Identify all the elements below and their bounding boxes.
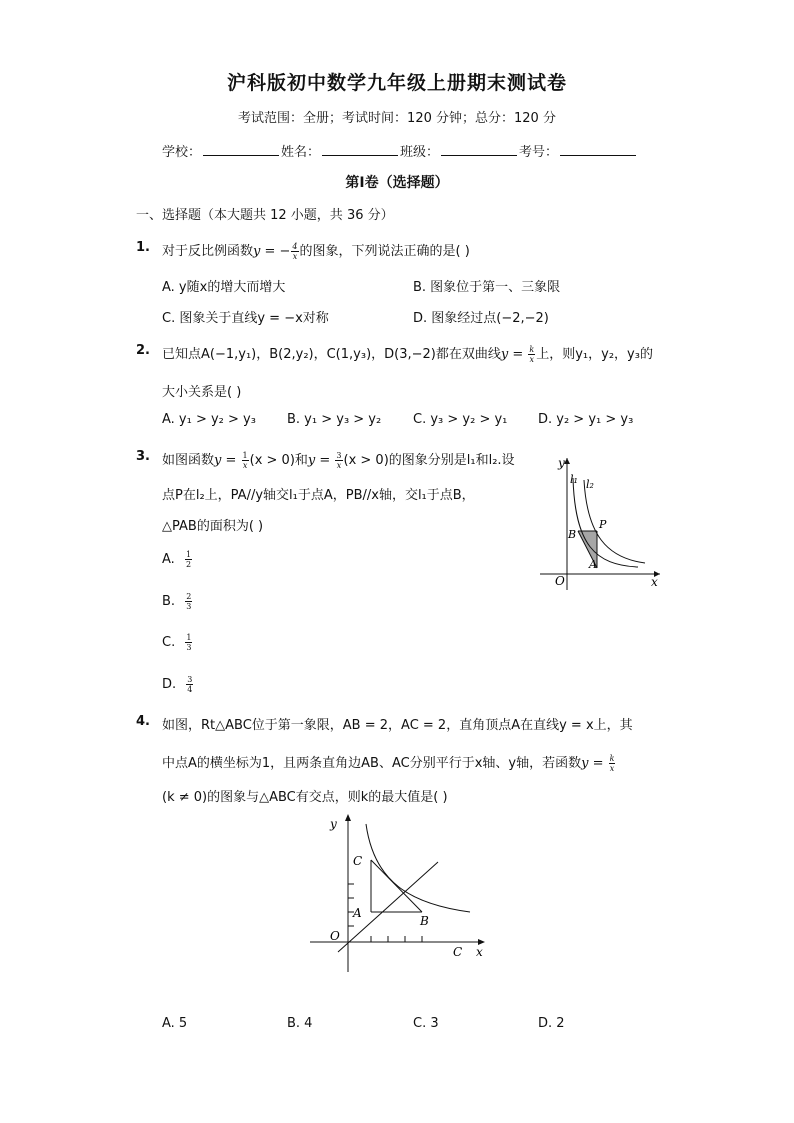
q3-option-d-label: D. bbox=[162, 677, 177, 692]
q2-text-a: 已知点A(−1,y₁)，B(2,y₂)，C(1,y₃)，D(3,−2)都在双曲线 bbox=[162, 347, 501, 362]
school-blank[interactable] bbox=[203, 143, 279, 156]
q4-expr: y = bbox=[581, 756, 608, 771]
part-title: 第I卷（选择题） bbox=[345, 175, 449, 191]
q1-frac-den: x bbox=[292, 252, 298, 261]
q3-option-d-fraction bbox=[186, 675, 193, 694]
q4-option-b[interactable]: B. 4 bbox=[287, 1016, 313, 1031]
q2-stem-line1 bbox=[162, 343, 653, 364]
q3-f2-num: 3 bbox=[336, 451, 342, 460]
page-title: 沪科版初中数学九年级上册期末测试卷 bbox=[226, 72, 567, 94]
q4-stem-line1: 如图，Rt△ABC位于第一象限，AB = 2，AC = 2，直角顶点A在直线y = x上，其 bbox=[162, 718, 633, 733]
q3-option-c[interactable] bbox=[162, 633, 193, 652]
q2-number: 2. bbox=[136, 343, 150, 358]
q3-expr1: y = bbox=[214, 453, 241, 468]
class-blank[interactable] bbox=[441, 143, 517, 156]
q4-label-a: A bbox=[353, 906, 362, 920]
name-blank[interactable] bbox=[322, 143, 398, 156]
q2-option-a[interactable]: A. y₁ > y₂ > y₃ bbox=[162, 412, 256, 427]
q3-label-origin: O bbox=[555, 574, 565, 588]
q2-option-b[interactable]: B. y₁ > y₃ > y₂ bbox=[287, 412, 382, 427]
q1-frac-num: 4 bbox=[292, 242, 298, 251]
q4-figure bbox=[310, 812, 490, 974]
q4-stem-line2 bbox=[162, 752, 616, 773]
q4-number: 4. bbox=[136, 714, 150, 729]
q2-option-c[interactable]: C. y₃ > y₂ > y₁ bbox=[413, 412, 508, 427]
number-blank[interactable] bbox=[560, 143, 636, 156]
name-label: 姓名： bbox=[281, 145, 321, 160]
q3-text-a: 如图函数 bbox=[162, 453, 215, 468]
q3-cond1: (x > 0)和 bbox=[249, 453, 308, 468]
q4-label-origin: O bbox=[330, 929, 340, 943]
q3-expr2: y = bbox=[307, 453, 335, 468]
q3-f1-num: 1 bbox=[242, 451, 248, 460]
q3-label-y: y bbox=[558, 456, 565, 470]
number-label: 考号： bbox=[519, 145, 559, 160]
q3-label-l2: l₂ bbox=[586, 478, 594, 491]
q3-figure bbox=[535, 450, 665, 590]
q3-option-a-label: A. bbox=[162, 552, 175, 567]
q3-option-c-label: C. bbox=[162, 635, 176, 650]
section-title: 一、选择题（本大题共 12 小题，共 36 分） bbox=[136, 208, 394, 223]
q4-frac-den: x bbox=[609, 764, 615, 773]
q1-stem bbox=[162, 240, 470, 261]
q3-stem-line2: 点P在l₂上，PA//y轴交l₁于点A，PB//x轴，交l₁于点B， bbox=[162, 488, 475, 503]
q2-text-b: 上，则y₁，y₂，y₃的 bbox=[536, 347, 653, 362]
q4-y-arrow bbox=[345, 814, 351, 821]
q3-y-arrow bbox=[564, 458, 570, 464]
q4-text-a: 中点A的横坐标为1，且两条直角边AB、AC分别平行于x轴、y轴，若函数 bbox=[162, 756, 582, 771]
q3-label-p: P bbox=[599, 518, 607, 531]
q3-option-d[interactable] bbox=[162, 675, 194, 694]
q4-side-bc bbox=[371, 860, 422, 912]
q2-frac-num: k bbox=[529, 345, 535, 354]
q2-option-d[interactable]: D. y₂ > y₁ > y₃ bbox=[538, 412, 634, 427]
q4-label-y: y bbox=[330, 817, 337, 831]
q3-option-a-fraction bbox=[185, 550, 192, 569]
q3-fraction-2 bbox=[335, 451, 342, 470]
q3-option-b-den: 3 bbox=[186, 602, 192, 611]
q3-option-b-num: 2 bbox=[186, 592, 192, 601]
q3-f1-den: x bbox=[242, 461, 248, 470]
student-info-line bbox=[162, 141, 638, 160]
q1-option-a[interactable]: A. y随x的增大而增大 bbox=[162, 280, 286, 295]
q3-label-b: B bbox=[568, 528, 577, 541]
q2-expr: y = bbox=[500, 347, 528, 362]
q3-fraction-1 bbox=[242, 451, 249, 470]
q3-stem-line3: △PAB的面积为( ) bbox=[162, 519, 264, 534]
q3-option-b-label: B. bbox=[162, 594, 176, 609]
q4-label-x: x bbox=[476, 945, 483, 959]
q4-hyperbola bbox=[366, 824, 470, 912]
school-label: 学校： bbox=[162, 145, 202, 160]
q3-label-a: A bbox=[589, 558, 597, 571]
q1-number: 1. bbox=[136, 240, 150, 255]
q3-option-d-num: 3 bbox=[187, 675, 193, 684]
q4-option-c[interactable]: C. 3 bbox=[413, 1016, 439, 1031]
q4-option-d[interactable]: D. 2 bbox=[538, 1016, 565, 1031]
q3-number: 3. bbox=[136, 449, 150, 464]
q3-option-c-fraction bbox=[185, 633, 192, 652]
q1-expr: y = − bbox=[253, 244, 291, 259]
q1-text-a: 对于反比例函数 bbox=[162, 244, 254, 259]
q4-label-c-top: C bbox=[353, 854, 363, 868]
q3-label-x: x bbox=[651, 575, 658, 589]
q1-text-b: 的图象，下列说法正确的是( ) bbox=[299, 244, 470, 259]
q1-option-d[interactable]: D. 图象经过点(−2,−2) bbox=[413, 311, 549, 326]
q3-text-b: (x > 0)的图象分别是l₁和l₂.设 bbox=[343, 453, 515, 468]
q3-f2-den: x bbox=[336, 461, 342, 470]
q3-option-b-fraction bbox=[185, 592, 192, 611]
q4-fraction bbox=[609, 754, 616, 773]
q3-option-c-den: 3 bbox=[186, 643, 192, 652]
q3-option-a[interactable] bbox=[162, 550, 193, 569]
q3-option-a-num: 1 bbox=[185, 550, 192, 559]
q4-frac-num: k bbox=[609, 754, 615, 763]
exam-subtitle: 考试范围：全册；考试时间：120 分钟；总分：120 分 bbox=[238, 111, 556, 126]
q3-option-a-den: 2 bbox=[185, 560, 192, 569]
q3-stem-line1 bbox=[162, 449, 515, 470]
q1-option-b[interactable]: B. 图象位于第一、三象限 bbox=[413, 280, 561, 295]
q3-label-l1: l₁ bbox=[570, 473, 578, 486]
q1-option-c[interactable]: C. 图象关于直线y = −x对称 bbox=[162, 311, 329, 326]
q1-fraction bbox=[291, 242, 298, 261]
q2-fraction bbox=[528, 345, 535, 364]
q4-label-b: B bbox=[420, 914, 429, 928]
q2-stem-line2: 大小关系是( ) bbox=[162, 385, 242, 400]
q3-option-b[interactable] bbox=[162, 592, 193, 611]
q2-frac-den: x bbox=[529, 355, 535, 364]
q4-stem-line3: (k ≠ 0)的图象与△ABC有交点，则k的最大值是( ) bbox=[162, 790, 448, 805]
q3-option-c-num: 1 bbox=[186, 633, 192, 642]
q3-option-d-den: 4 bbox=[187, 685, 193, 694]
q4-label-c-bottom: C bbox=[453, 945, 463, 959]
q4-option-a[interactable]: A. 5 bbox=[162, 1016, 188, 1031]
class-label: 班级： bbox=[400, 145, 440, 160]
